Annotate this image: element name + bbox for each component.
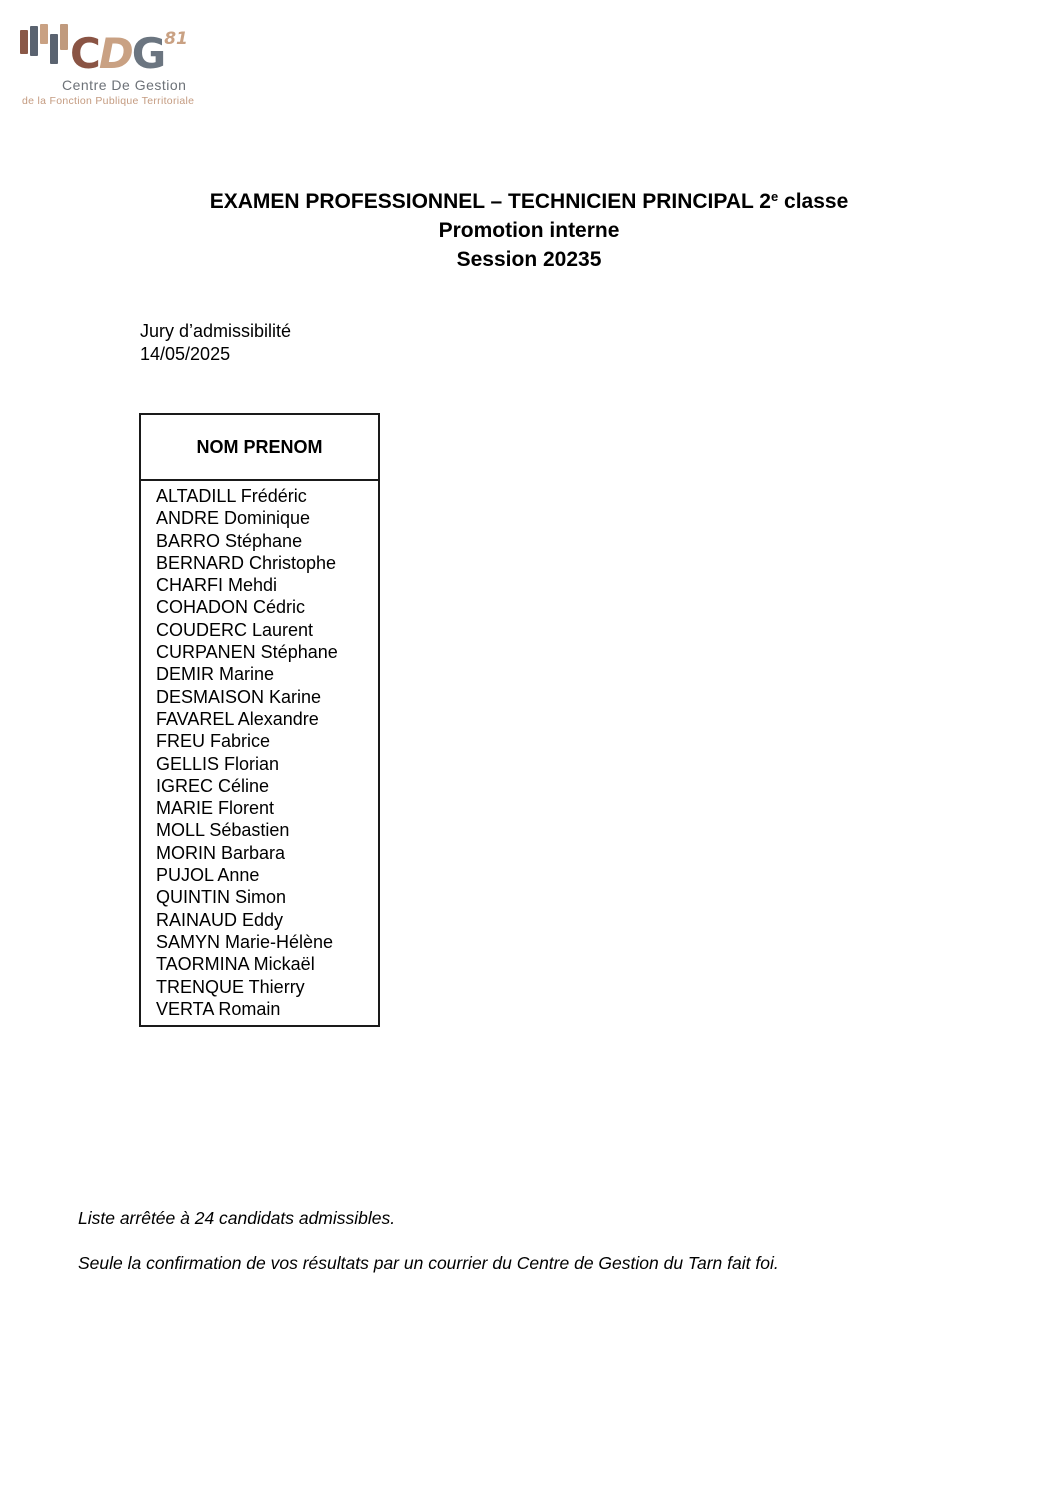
logo-subtitle: Centre De Gestion xyxy=(62,77,187,93)
candidate-row: VERTA Romain xyxy=(156,998,281,1019)
logo-tagline: de la Fonction Publique Territoriale xyxy=(22,95,195,107)
candidate-row: MOLL Sébastien xyxy=(156,820,290,841)
jury-label: Jury d’admissibilité xyxy=(140,321,292,341)
candidate-row: ALTADILL Frédéric xyxy=(156,486,307,506)
candidate-row: SAMYN Marie-Hélène xyxy=(156,931,334,952)
document-title xyxy=(0,182,1058,274)
candidate-row: TAORMINA Mickaël xyxy=(156,954,315,975)
candidate-row: BARRO Stéphane xyxy=(156,530,303,551)
candidate-row: ANDRE Dominique xyxy=(156,508,311,529)
cdg81-logo xyxy=(20,10,250,107)
candidate-row: PUJOL Anne xyxy=(156,865,260,886)
candidate-row: MORIN Barbara xyxy=(156,842,286,863)
jury-info xyxy=(140,320,291,366)
candidate-row: DESMAISON Karine xyxy=(156,686,322,707)
confirmation-note: Seule la confirmation de vos résultats par un courrier du Centre de Gestion du Tarn fait foi. xyxy=(78,1253,779,1273)
table-header: NOM PRENOM xyxy=(141,415,378,481)
jury-date: 14/05/2025 xyxy=(140,344,231,364)
candidate-row: DEMIR Marine xyxy=(156,664,275,685)
candidate-row: COHADON Cédric xyxy=(156,597,306,618)
candidate-row: CHARFI Mehdi xyxy=(156,575,278,596)
candidate-row: IGREC Céline xyxy=(156,775,270,796)
logo-letter-d: D xyxy=(98,29,132,78)
candidate-row: QUINTIN Simon xyxy=(156,887,287,908)
title-line-3: Session 20235 xyxy=(456,248,602,271)
logo-letter-c: C xyxy=(70,29,99,78)
logo-letter-g: G xyxy=(131,29,165,78)
candidate-row: RAINAUD Eddy xyxy=(156,909,284,930)
candidate-row: CURPANEN Stéphane xyxy=(156,642,338,663)
logo-bars-icon xyxy=(20,22,70,64)
table-body xyxy=(141,481,378,1025)
logo-acronym xyxy=(70,18,188,78)
candidate-row: TRENQUE Thierry xyxy=(156,976,305,997)
candidate-row: FAVAREL Alexandre xyxy=(156,708,319,729)
candidate-row: COUDERC Laurent xyxy=(156,619,314,640)
logo-dept-number: 81 xyxy=(164,29,188,49)
admissible-count-note: Liste arrêtée à 24 candidats admissibles. xyxy=(78,1208,396,1228)
candidate-row: FREU Fabrice xyxy=(156,731,271,752)
candidate-row: GELLIS Florian xyxy=(156,753,280,774)
title-line-1: EXAMEN PROFESSIONNEL – TECHNICIEN PRINCIPAL 2e classe xyxy=(209,189,849,213)
candidates-table xyxy=(139,413,380,1027)
candidate-row: BERNARD Christophe xyxy=(156,552,337,573)
title-superscript: e xyxy=(770,189,779,204)
candidate-row: MARIE Florent xyxy=(156,798,275,819)
title-line-2: Promotion interne xyxy=(438,219,620,242)
